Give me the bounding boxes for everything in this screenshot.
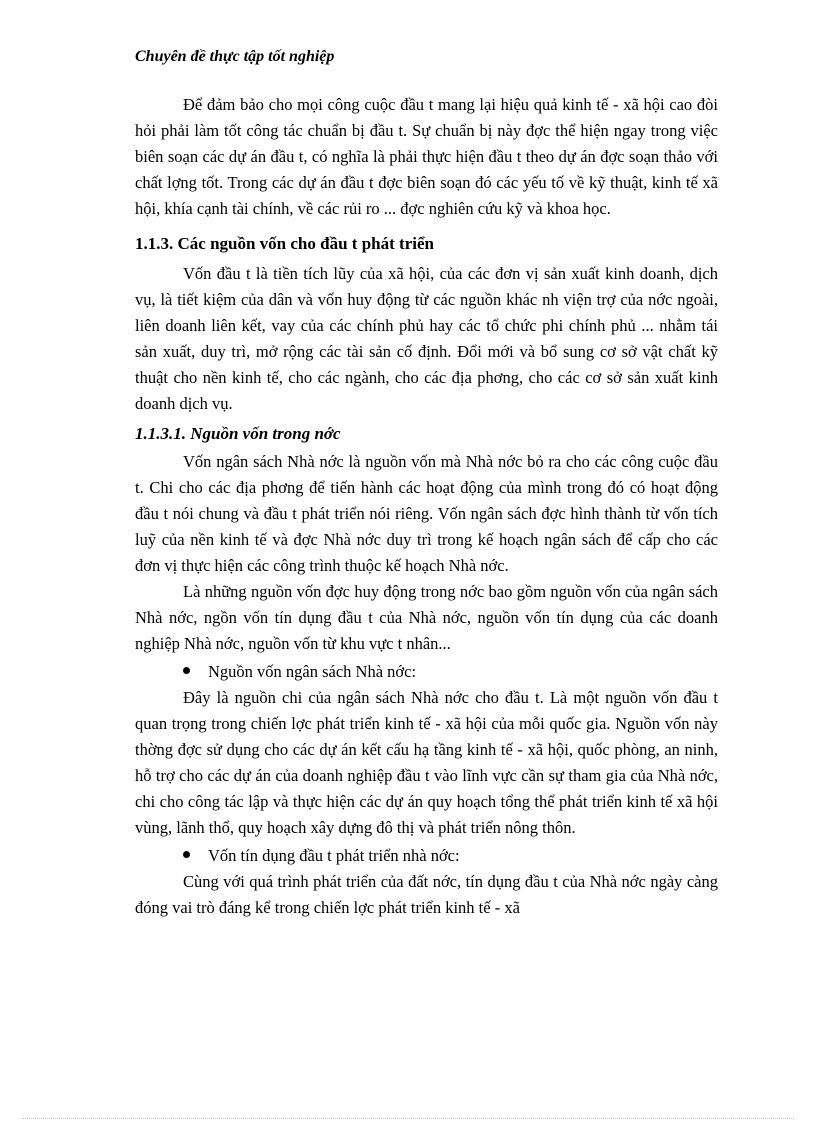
- section-heading-1-1-3-1: 1.1.3.1. Nguồn vốn trong nớc: [135, 424, 341, 443]
- bullet-dot-icon: [183, 667, 190, 674]
- page-bottom-divider: [22, 1118, 794, 1119]
- paragraph-nhung-nguon-von: Là những nguồn vốn đợc huy động trong nớc bao gồm nguồn vốn của ngân sách Nhà nớc, ngồn vốn tín dụng đầu t của Nhà nớc, nguồn vốn tín dụng của các doanh nghiệp Nhà nớc, nguồn vốn từ khu vực t nhân...: [135, 582, 718, 653]
- paragraph-ngan-sach: Vốn ngân sách Nhà nớc là nguồn vốn mà Nhà nớc bỏ ra cho các công cuộc đầu t. Chi cho các địa phơng để tiến hành các hoạt động của mình trong đó có hoạt động đầu t nói chung và đầu t phát triển nói riêng. Vốn ngân sách đợc hình thành từ vốn tích luỹ của nền kinh tế và đợc Nhà nớc duy trì trong kế hoạch ngân sách để cấp cho các đơn vị thực hiện các công trình thuộc kế hoạch Nhà nớc.: [135, 452, 718, 575]
- bullet-item-ngan-sach: [135, 659, 718, 685]
- paragraph-intro: Để đảm bảo cho mọi công cuộc đầu t mang lại hiệu quả kinh tế - xã hội cao đòi hỏi phải làm tốt công tác chuẩn bị đầu t. Sự chuẩn bị này đợc thể hiện ngay trong việc biên soạn các dự án đầu t, có nghĩa là phải thực hiện đầu t theo dự án đợc soạn thảo với chất lợng tốt. Trong các dự án đầu t đợc biên soạn đó các yếu tố về kỹ thuật, kinh tế xã hội, khía cạnh tài chính, về các rủi ro ... đợc nghiên cứu kỹ và khoa học.: [135, 95, 718, 218]
- paragraph-von-dau-tu: Vốn đầu t là tiền tích lũy của xã hội, của các đơn vị sản xuất kinh doanh, dịch vụ, là tiết kiệm của dân và vốn huy động từ các nguồn khác nh viện trợ của nớc ngoài, liên doanh liên kết, vay của các chính phủ hay các tổ chức phi chính phủ ... nhằm tái sản xuất, duy trì, mở rộng các tài sản cố định. Đổi mới và bổ sung cơ sở vật chất kỹ thuật cho nền kinh tế, cho các ngành, cho các địa phơng, cho các cơ sở sản xuất kinh doanh dịch vụ.: [135, 264, 718, 413]
- bullet-dot-icon: [183, 851, 190, 858]
- paragraph-cung-voi: Cùng với quá trình phát triển của đất nớc, tín dụng đầu t của Nhà nớc ngày càng đóng vai trò đáng kể trong chiến lợc phát triển kinh tế - xã: [135, 872, 718, 917]
- section-heading-1-1-3: 1.1.3. Các nguồn vốn cho đầu t phát triển: [135, 234, 434, 253]
- page-header-title: Chuyên đề thực tập tốt nghiệp: [135, 48, 335, 65]
- paragraph-day-la: Đây là nguồn chi của ngân sách Nhà nớc cho đầu t. Là một nguồn vốn đầu t quan trọng trong chiến lợc phát triển kinh tế - xã hội của mỗi quốc gia. Nguồn vốn này thờng đợc sử dụng cho các dự án kết cấu hạ tầng kinh tế - xã hội, quốc phòng, an ninh, hỗ trợ cho các dự án của doanh nghiệp đầu t vào lĩnh vực cần sự tham gia của Nhà nớc, chi cho công tác lập và thực hiện các dự án quy hoạch tổng thể phát triển kinh tế xã hội vùng, lãnh thổ, quy hoạch xây dựng đô thị và phát triển nông thôn.: [135, 688, 718, 837]
- bullet-item-label: Nguồn vốn ngân sách Nhà nớc:: [208, 662, 417, 681]
- bullet-item-label: Vốn tín dụng đầu t phát triển nhà nớc:: [208, 846, 460, 865]
- bullet-item-tin-dung: [135, 843, 718, 869]
- document-body: [135, 92, 718, 921]
